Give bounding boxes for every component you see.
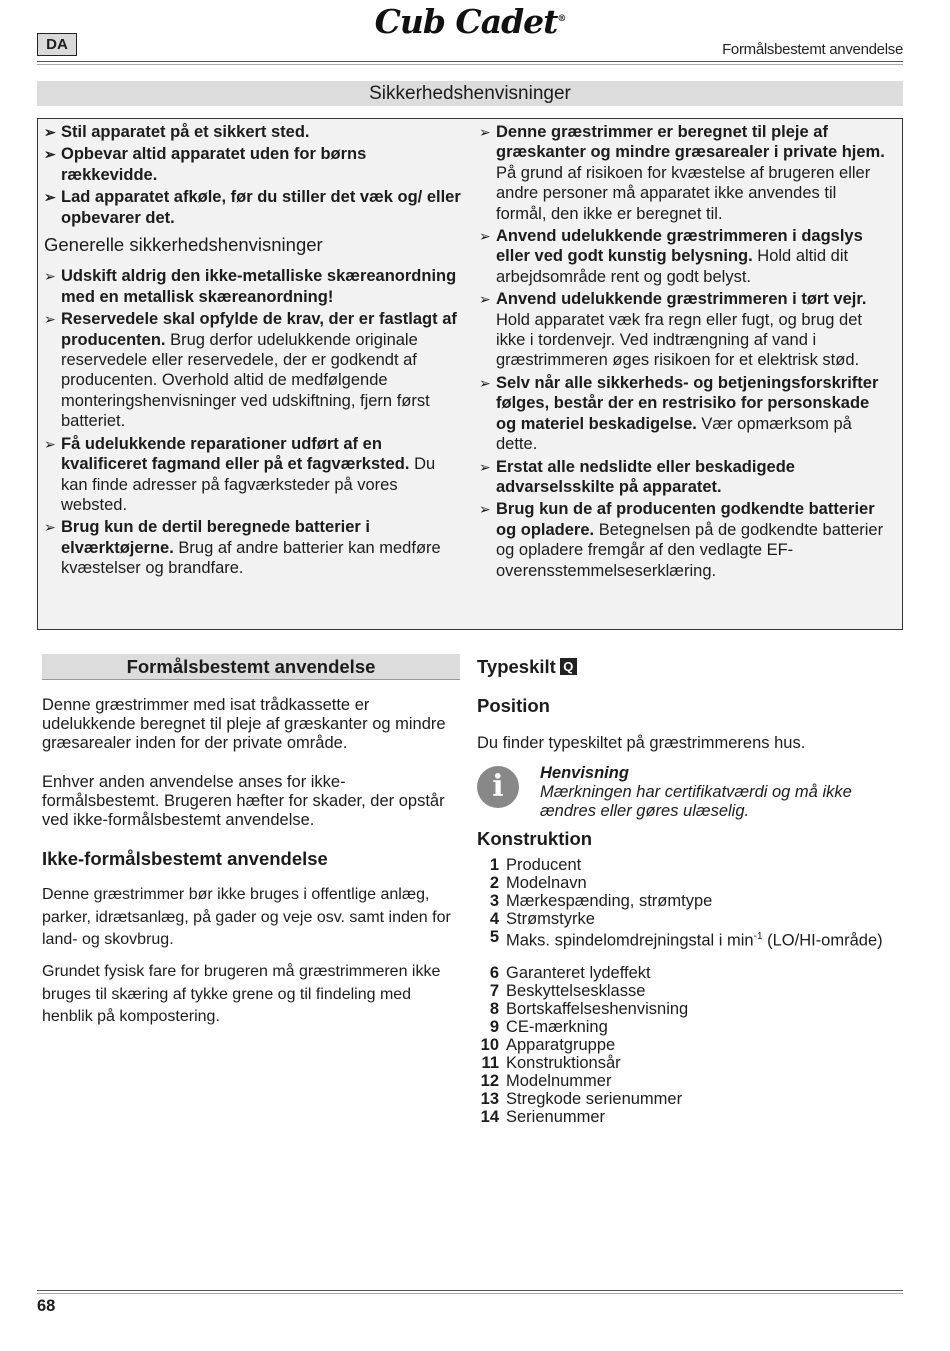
arrow-icon: ➢ [479,501,491,518]
arrow-icon: ➢ [44,124,56,140]
arrow-icon: ➢ [44,519,56,536]
safety-heading: Sikkerhedshenvisninger [37,81,903,106]
page-number: 68 [37,1297,56,1315]
position-text: Du finder typeskiltet på græstrimmerens hus. [477,734,806,752]
arrow-icon: ➢ [479,228,491,245]
arrow-icon: ➢ [479,291,491,308]
info-icon: i [477,766,519,808]
construction-heading: Konstruktion [477,828,593,849]
position-heading: Position [477,695,550,716]
list-item: ➢ Lad apparatet afkøle, før du stiller det væk og/ eller opbevarer det. [44,188,461,227]
nameplate-heading: Typeskilt Q [477,656,577,678]
safety-left-column [44,122,464,581]
list-item: ➢ Brug kun de dertil beregnede batterier i elværktøjerne. Brug af andre batterier kan medføre kvæstelser og brandfare. [44,518,441,578]
footer-rule-thin [37,1293,903,1294]
list-item: ➢ Anvend udelukkende græstrimmeren i dagslys eller ved godt kunstig belysning. Hold altid dit arbejdsområde rent og godt belyst. [479,227,863,286]
list-item: ➢ Reservedele skal opfylde de krav, der er fastlagt af producenten. Brug derfor udelukkende originale reservedele eller reservedele, der er godkendt af producenten. Overhold altid de medfølgende monteringshenvisninger ved udskiftning, fjern først batteriet. [44,310,457,431]
purpose-paragraph-1: Denne græstrimmer med isat trådkassette er udelukkende beregnet til pleje af græskanter og mindre græsarealer inden for der private område. [42,696,446,752]
purpose-heading: Formålsbestemt anvendelse [42,654,460,680]
misuse-paragraph-2: Grundet fysisk fare for brugeren må græstrimmeren ikke bruges til skæring af tykke grene og til findeling med henblik på kompostering. [42,963,441,1025]
note-title: Henvisning [540,764,629,782]
arrow-icon: ➢ [44,146,56,163]
list-item: ➢ Anvend udelukkende græstrimmeren i tørt vejr. Hold apparatet væk fra regn eller fugt, og brug det ikke i tordenvejr. Ved indtrængning af vand i græstrimmeren øges risikoen for et elektrisk stød. [479,290,867,370]
misuse-paragraph-1: Denne græstrimmer bør ikke bruges i offentlige anlæg, parker, idrætsanlæg, på gader og veje osv. samt inden for land- og skovbrug. [42,886,451,948]
arrow-icon: ➢ [479,374,491,391]
arrow-icon: ➢ [44,189,56,206]
header-section-title: Formålsbestemt anvendelse [722,41,903,58]
footer-rule [37,1290,903,1291]
general-safety-heading: Generelle sikkerhedshenvisninger [44,234,323,256]
list-item: ➢ Stil apparatet på et sikkert sted. [44,123,310,141]
safety-right-column [479,122,891,583]
arrow-icon: ➢ [44,435,56,452]
brand-logo: Cub Cadet® [374,2,566,41]
header-rule [37,61,903,62]
arrow-icon: ➢ [44,268,56,285]
note-text: Mærkningen har certifikatværdi og må ikke ændres eller gøres ulæselig. [540,783,852,820]
language-badge: DA [37,33,77,56]
figure-ref-badge: Q [560,658,577,675]
list-item: ➢ Få udelukkende reparationer udført af en kvalificeret fagmand eller på et fagværksted. Du kan finde adresser på fagværksteder på vores websted. [44,434,436,514]
arrow-icon: ➢ [44,311,56,328]
list-item: ➢ Brug kun de af producenten godkendte batterier og opladere. Betegnelsen på de godkendte batterier og opladere fremgår af den vedlagte EF-overensstemmelseserklæring. [479,500,884,580]
list-item: ➢ Opbevar altid apparatet uden for børns rækkevidde. [44,145,367,184]
note-block [540,764,900,821]
header-rule-thin [37,64,903,65]
list-item: ➢ Selv når alle sikkerheds- og betjeningsforskrifter følges, består der en restrisiko for personskade og materiel beskadigelse. Vær opmærksom på dette. [479,373,879,454]
purpose-paragraph-2: Enhver anden anvendelse anses for ikke-formålsbestemt. Brugeren hæfter for skader, der opstår ved ikke-formålsbestemt anvendelse. [42,773,445,829]
safety-box [37,118,903,630]
list-item: ➢ Udskift aldrig den ikke-metalliske skæreanordning med en metallisk skæreanordning! [44,267,457,306]
list-item: ➢ Erstat alle nedslidte eller beskadigede advarselsskilte på apparatet. [479,457,795,496]
arrow-icon: ➢ [479,124,491,140]
misuse-heading: Ikke-formålsbestemt anvendelse [42,848,328,869]
list-item: ➢ Denne græstrimmer er beregnet til pleje af græskanter og mindre græsarealer i private hjem. På grund af risikoen for kvæstelse af brugeren eller andre personer må apparatet ikke anvendes til formål, den ikke er beregnet til. [479,123,885,223]
arrow-icon: ➢ [479,458,491,475]
